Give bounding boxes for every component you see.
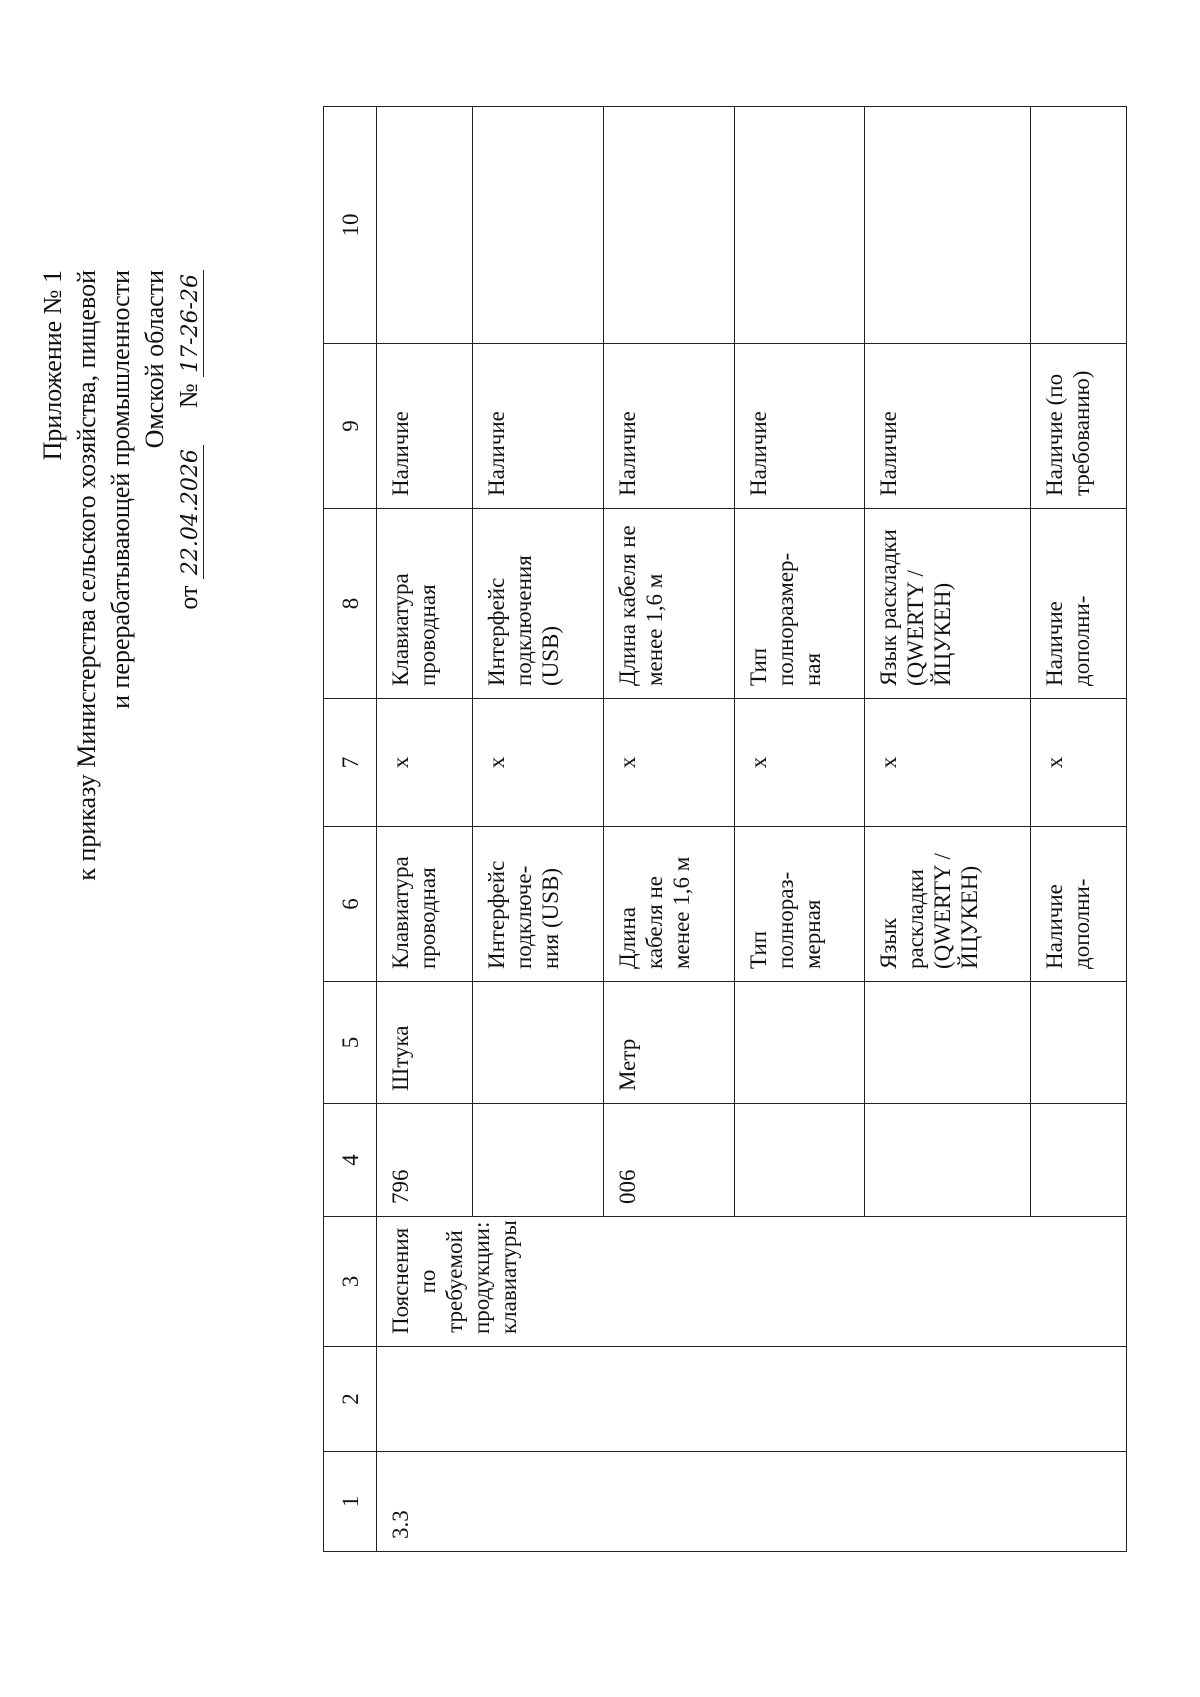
code-cell	[473, 1104, 604, 1217]
requirement-cell: Наличие	[734, 344, 865, 509]
col-number-7: 7	[324, 699, 377, 827]
code-cell	[865, 1104, 1030, 1217]
characteristic-cell: Интерфейс подключе-ния (USB)	[473, 827, 604, 982]
note-cell	[377, 107, 473, 344]
x-cell: х	[473, 699, 604, 827]
requirements-table	[323, 106, 1127, 1552]
approval-header	[36, 270, 208, 1270]
ministry-line: и перерабатывающей промышленности	[106, 270, 135, 709]
unit-cell	[473, 982, 604, 1104]
note-cell	[473, 107, 604, 344]
value-cell: Интерфейс подключения (USB)	[473, 509, 604, 699]
x-cell: х	[1030, 699, 1126, 827]
col-number-1: 1	[324, 1452, 377, 1552]
requirement-cell: Наличие	[473, 344, 604, 509]
col-number-4: 4	[324, 1104, 377, 1217]
x-cell: х	[734, 699, 865, 827]
value-cell: Язык раскладки (QWERTY / ЙЦУКЕН)	[865, 509, 1030, 699]
col-number-10: 10	[324, 107, 377, 344]
value-cell: Клавиатура проводная	[377, 509, 473, 699]
x-cell: х	[377, 699, 473, 827]
note-cell	[1030, 107, 1126, 344]
x-cell: х	[603, 699, 734, 827]
number-label: №	[174, 383, 203, 409]
unit-cell	[865, 982, 1030, 1104]
requirement-cell: Наличие	[865, 344, 1030, 509]
unit-cell	[1030, 982, 1126, 1104]
handwritten-number: 17-26-26	[178, 270, 204, 377]
table-row	[377, 107, 473, 1552]
code-cell: 006	[603, 1104, 734, 1217]
value-cell: Тип полноразмер-ная	[734, 509, 865, 699]
characteristic-cell: Длина кабеля не менее 1,6 м	[603, 827, 734, 982]
col-number-5: 5	[324, 982, 377, 1104]
region-line: Омской области	[140, 270, 169, 449]
col-number-6: 6	[324, 827, 377, 982]
date-number-line	[172, 270, 208, 1270]
col2-cell	[377, 1347, 1127, 1452]
from-label: от	[174, 585, 203, 610]
unit-cell: Штука	[377, 982, 473, 1104]
characteristic-cell: Наличие дополни-	[1030, 827, 1126, 982]
value-cell: Длина кабеля не менее 1,6 м	[603, 509, 734, 699]
col-number-2: 2	[324, 1347, 377, 1452]
code-cell	[1030, 1104, 1126, 1217]
column-number-row	[324, 107, 377, 1552]
value-cell: Наличие дополни-	[1030, 509, 1126, 699]
x-cell: х	[865, 699, 1030, 827]
appendix-title: Приложение № 1	[38, 270, 67, 461]
requirement-cell: Наличие	[603, 344, 734, 509]
order-reference-line: к приказу Министерства сельского хозяйства, пищевой	[72, 270, 101, 881]
unit-cell	[734, 982, 865, 1104]
handwritten-date: 22.04.2026	[178, 445, 204, 579]
characteristic-cell: Клавиатура проводная	[377, 827, 473, 982]
note-cell	[603, 107, 734, 344]
note-cell	[734, 107, 865, 344]
code-cell: 796	[377, 1104, 473, 1217]
col-number-3: 3	[324, 1217, 377, 1347]
code-cell	[734, 1104, 865, 1217]
col-number-9: 9	[324, 344, 377, 509]
explanation-cell: Пояснения по требуемой продукции: клавиатуры	[377, 1217, 1127, 1347]
item-number-cell: 3.3	[377, 1452, 1127, 1552]
col-number-8: 8	[324, 509, 377, 699]
requirement-cell: Наличие	[377, 344, 473, 509]
requirement-cell: Наличие (по требованию)	[1030, 344, 1126, 509]
characteristic-cell: Тип полнораз-мерная	[734, 827, 865, 982]
unit-cell: Метр	[603, 982, 734, 1104]
characteristic-cell: Язык раскладки (QWERTY / ЙЦУКЕН)	[865, 827, 1030, 982]
note-cell	[865, 107, 1030, 344]
